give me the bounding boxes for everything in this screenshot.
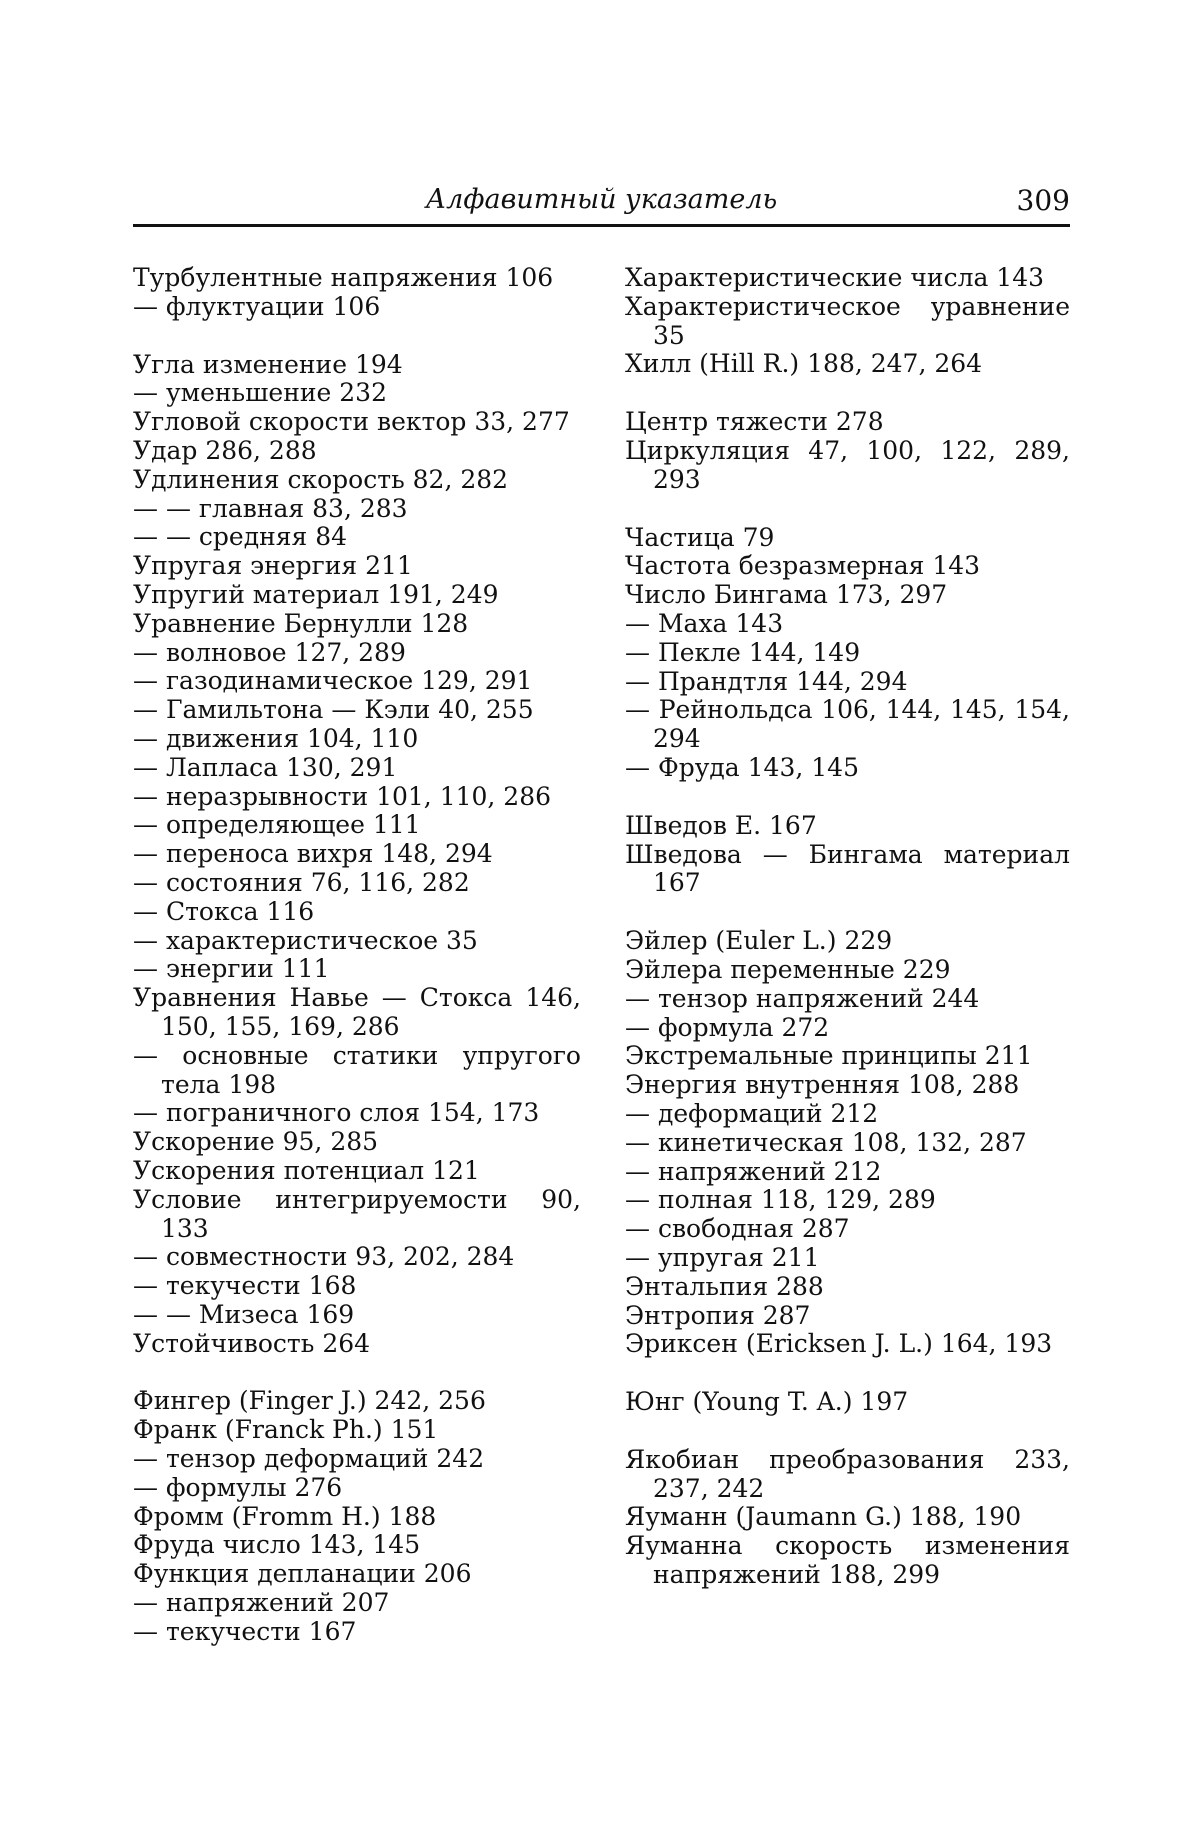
index-entry: — упругая 211 <box>625 1242 820 1272</box>
index-entry: — переноса вихря 148, 294 <box>133 839 493 869</box>
index-entry: — тензор напряжений 244 <box>625 983 980 1013</box>
index-column-right <box>625 264 1070 1590</box>
index-entry: — характеристическое 35 <box>133 925 478 955</box>
index-entry: — Прандтля 144, 294 <box>625 666 908 696</box>
index-entry: — газодинамическое 129, 291 <box>133 666 533 696</box>
index-entry: — Рейнольдса 106, 144, 145, 154, 294 <box>625 695 1070 754</box>
index-entry: Характеристическое уравнение 35 <box>625 291 1070 350</box>
index-entry: — неразрывности 101, 110, 286 <box>133 781 552 811</box>
index-entry: Частота безразмерная 143 <box>625 551 981 581</box>
index-entry: Эйлера переменные 229 <box>625 954 951 984</box>
index-entry: — пограничного слоя 154, 173 <box>133 1098 540 1128</box>
index-entry: — формулы 276 <box>133 1472 343 1502</box>
index-entry: Характеристические числа 143 <box>625 263 1045 292</box>
index-entry: — свободная 287 <box>625 1214 850 1244</box>
index-entry: Эриксен (Ericksen J. L.) 164, 193 <box>625 1329 1053 1359</box>
index-entry: Угловой скорости вектор 33, 277 <box>133 407 570 437</box>
page-number: 309 <box>1016 184 1070 217</box>
page-header <box>133 178 1070 224</box>
index-entry: — Гамильтона — Кэли 40, 255 <box>133 695 534 725</box>
index-entry: — Пекле 144, 149 <box>625 637 861 667</box>
index-entry: Франк (Franck Ph.) 151 <box>133 1415 439 1445</box>
index-entry: — текучести 167 <box>133 1616 357 1646</box>
index-entry: — напряжений 207 <box>133 1588 390 1618</box>
header-rule <box>133 224 1070 227</box>
index-entry: — полная 118, 129, 289 <box>625 1185 936 1215</box>
index-entry: — — Мизеса 169 <box>133 1299 355 1329</box>
index-entry: — Стокса 116 <box>133 896 315 926</box>
index-entry: — движения 104, 110 <box>133 723 419 753</box>
index-entry: Турбулентные напряжения 106 <box>133 263 554 292</box>
index-entry: Функция депланации 206 <box>133 1559 472 1589</box>
index-entry: Эйлер (Euler L.) 229 <box>625 926 893 956</box>
index-entry: Яуманна скорость изменения напряжений 188, 299 <box>625 1531 1070 1590</box>
index-entry: — тензор деформаций 242 <box>133 1444 485 1474</box>
index-entry: Упругий материал 191, 249 <box>133 579 499 609</box>
index-entry: Устойчивость 264 <box>133 1328 371 1358</box>
index-entry: Частица 79 <box>625 522 775 552</box>
index-entry: Уравнения Навье — Стокса 146, 150, 155, 169, 286 <box>133 983 581 1041</box>
index-entry: Упругая энергия 211 <box>133 551 413 581</box>
index-entry: — деформаций 212 <box>625 1098 879 1128</box>
index-column-left <box>133 264 581 1647</box>
index-entry: Экстремальные принципы 211 <box>625 1041 1033 1071</box>
index-entry: Ускорение 95, 285 <box>133 1127 379 1157</box>
index-entry: — флуктуации 106 <box>133 291 381 321</box>
index-entry: — кинетическая 108, 132, 287 <box>625 1127 1027 1157</box>
running-title: Алфавитный указатель <box>425 184 778 215</box>
index-entry: — энергии 111 <box>133 954 330 984</box>
index-entry: Шведова — Бингама материал 167 <box>625 839 1070 898</box>
index-entry: Якобиан преобразования 233, 237, 242 <box>625 1444 1070 1503</box>
index-entry: Юнг (Young T. A.) 197 <box>625 1387 909 1417</box>
index-entry: — формула 272 <box>625 1012 830 1042</box>
index-entry: Энергия внутренняя 108, 288 <box>625 1070 1020 1100</box>
index-entry: Энтропия 287 <box>625 1300 811 1330</box>
index-entry: — — средняя 84 <box>133 522 348 552</box>
index-entry: Удар 286, 288 <box>133 435 317 465</box>
index-entry: Число Бингама 173, 297 <box>625 580 948 610</box>
index-entry: — уменьшение 232 <box>133 378 387 408</box>
index-entry: — совместности 93, 202, 284 <box>133 1242 515 1272</box>
index-entry: Фромм (Fromm H.) 188 <box>133 1501 437 1531</box>
index-entry: Ускорения потенциал 121 <box>133 1155 480 1185</box>
index-entry: Энтальпия 288 <box>625 1271 824 1301</box>
index-entry: Фингер (Finger J.) 242, 256 <box>133 1386 486 1416</box>
index-entry: Уравнение Бернулли 128 <box>133 608 469 638</box>
index-entry: Яуманн (Jaumann G.) 188, 190 <box>625 1502 1022 1532</box>
index-entry: Шведов Е. 167 <box>625 810 817 840</box>
index-entry: Удлинения скорость 82, 282 <box>133 464 509 494</box>
index-entry: Угла изменение 194 <box>133 349 403 379</box>
index-entry: — определяющее 111 <box>133 810 421 840</box>
index-entry: Условие интегрируемости 90, 133 <box>133 1184 581 1243</box>
index-entry: Фруда число 143, 145 <box>133 1530 421 1560</box>
index-entry: Центр тяжести 278 <box>625 407 884 437</box>
index-entry: Хилл (Hill R.) 188, 247, 264 <box>625 349 983 379</box>
index-entry: — волновое 127, 289 <box>133 637 406 667</box>
index-entry: — напряжений 212 <box>625 1156 882 1186</box>
index-entry: — Фруда 143, 145 <box>625 752 859 782</box>
index-entry: — текучести 168 <box>133 1271 357 1301</box>
index-entry: — состояния 76, 116, 282 <box>133 867 470 897</box>
index-entry: — основные статики упругого тела 198 <box>133 1040 581 1099</box>
index-entry: — Лапласа 130, 291 <box>133 752 398 782</box>
index-entry: — — главная 83, 283 <box>133 493 408 523</box>
index-entry: — Маха 143 <box>625 608 784 638</box>
index-entry: Циркуляция 47, 100, 122, 289, 293 <box>625 435 1070 494</box>
